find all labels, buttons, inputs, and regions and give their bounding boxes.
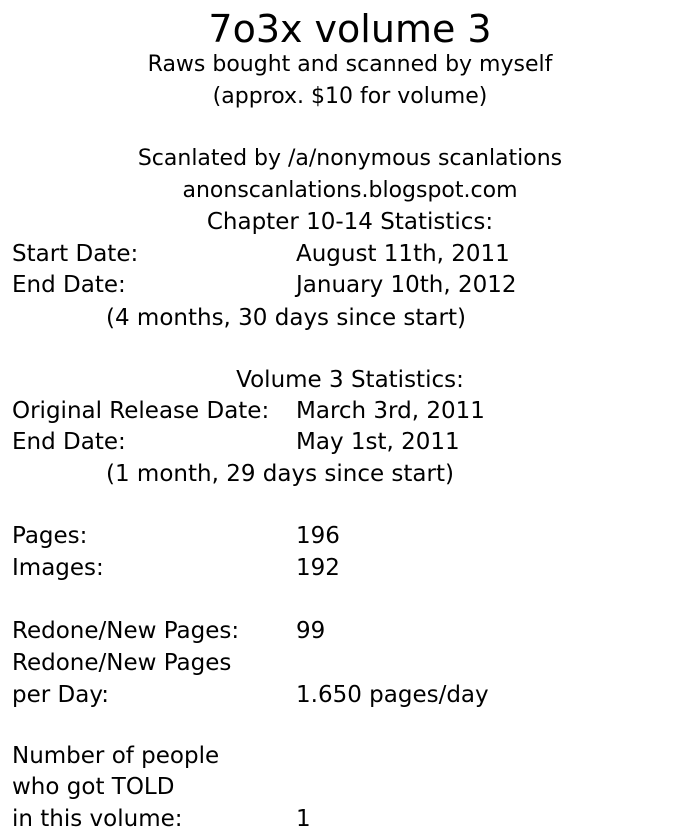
per-day-value: 1.650 pages/day <box>296 682 489 708</box>
page-title: 7o3x volume 3 <box>208 7 492 51</box>
told-label-line2: who got TOLD <box>12 774 175 800</box>
per-day-row <box>0 679 700 711</box>
chapter-end-label: End Date: <box>12 272 126 298</box>
chapter-end-value: January 10th, 2012 <box>296 272 517 298</box>
redone-pages-row <box>0 615 700 647</box>
volume-release-label: Original Release Date: <box>12 398 270 424</box>
cost-note: (approx. $10 for volume) <box>212 84 488 109</box>
pages-value: 196 <box>296 523 340 549</box>
volume-duration: (1 month, 29 days since start) <box>106 461 454 487</box>
images-row <box>0 552 700 584</box>
volume-end-value: May 1st, 2011 <box>296 429 460 455</box>
volume-stats-heading: Volume 3 Statistics: <box>236 367 464 393</box>
redone-pages-value: 99 <box>296 618 326 644</box>
told-row <box>0 803 700 835</box>
volume-release-value: March 3rd, 2011 <box>296 398 485 424</box>
volume-end-label: End Date: <box>12 429 126 455</box>
per-day-label-line2: per Day: <box>12 682 110 708</box>
images-label: Images: <box>12 555 104 581</box>
website-url: anonscanlations.blogspot.com <box>182 178 518 203</box>
chapter-duration: (4 months, 30 days since start) <box>106 305 466 331</box>
pages-row <box>0 520 700 552</box>
images-value: 192 <box>296 555 340 581</box>
per-day-label-row <box>0 647 700 679</box>
chapter-stats-heading: Chapter 10-14 Statistics: <box>206 209 494 235</box>
scanlator-credit: Scanlated by /a/nonymous scanlations <box>137 146 563 171</box>
told-label-row-1 <box>0 740 700 772</box>
volume-release-row <box>0 395 700 427</box>
chapter-start-value: August 11th, 2011 <box>296 241 510 267</box>
told-label-line3: in this volume: <box>12 806 183 832</box>
chapter-start-row <box>0 238 700 270</box>
told-label-line1: Number of people <box>12 743 220 769</box>
chapter-end-row <box>0 269 700 301</box>
told-label-row-2 <box>0 771 700 803</box>
redone-pages-label: Redone/New Pages: <box>12 618 240 644</box>
volume-end-row <box>0 426 700 458</box>
chapter-start-label: Start Date: <box>12 241 139 267</box>
told-value: 1 <box>296 806 311 832</box>
per-day-label-line1: Redone/New Pages <box>12 650 232 676</box>
pages-label: Pages: <box>12 523 88 549</box>
raws-note: Raws bought and scanned by myself <box>147 52 553 77</box>
